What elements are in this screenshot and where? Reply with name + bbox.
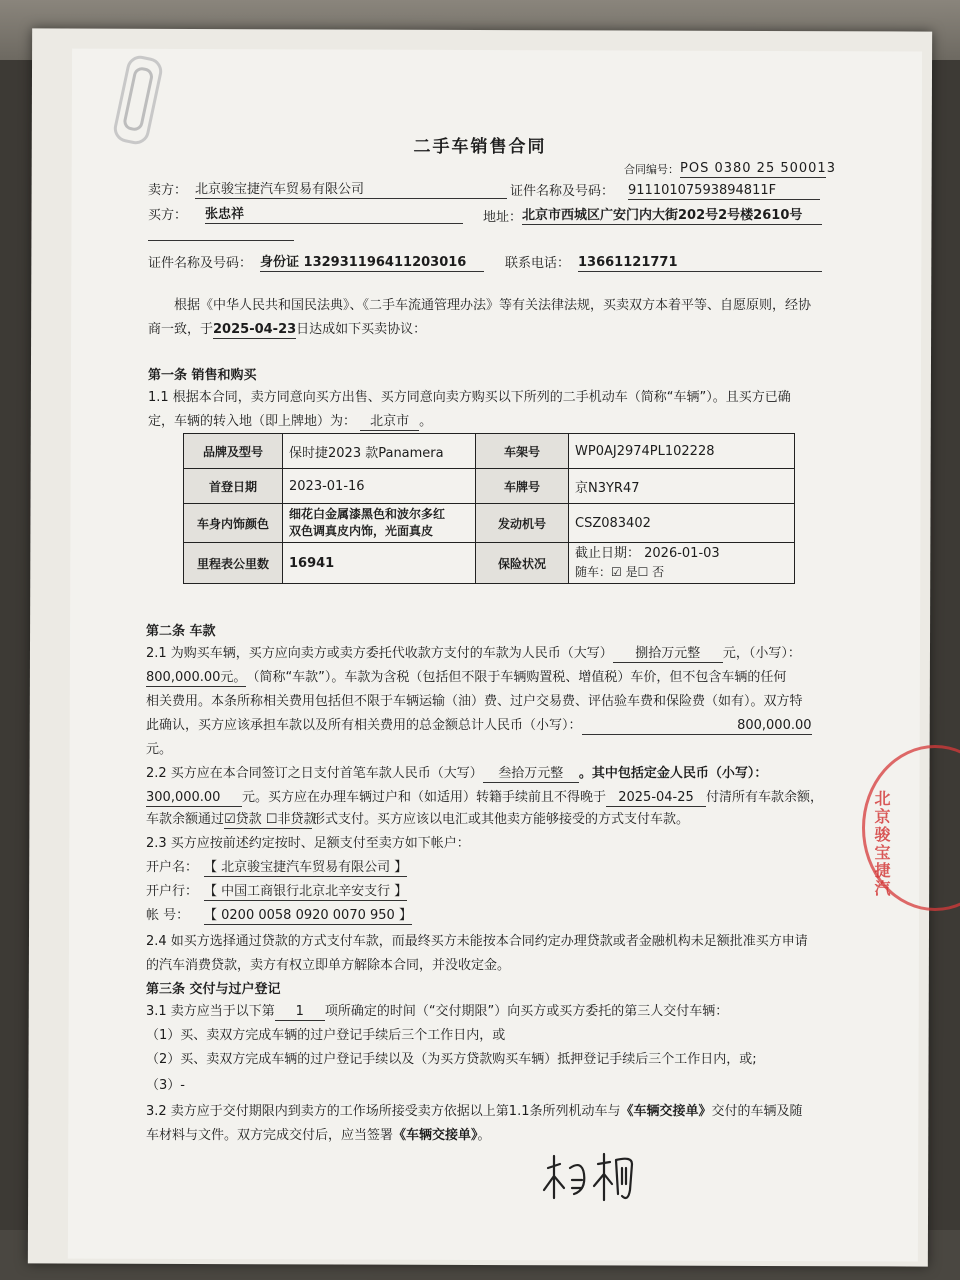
brand-label: 品牌及型号 <box>184 434 283 469</box>
table-row <box>184 469 795 504</box>
article-2-1-line-1: 2.1 为购买车辆，买方应向卖方或卖方委托代收款方支付的车款为人民币（大写） 捌拾万元整 元，（小写）： <box>146 646 801 661</box>
plate-value: 京N3YR47 <box>569 469 795 504</box>
table-row <box>184 434 795 469</box>
article-3-title: 第三条 交付与过户登记 <box>146 982 281 997</box>
seller-name: 北京骏宝捷汽车贸易有限公司 <box>195 182 507 199</box>
article-2-2-line-2: 300,000.00 元。买方应在办理车辆过户和（如适用）转籍手续前且不得晚于 2025-04-25 付清所有车款余额， <box>146 790 824 805</box>
plate-label: 车牌号 <box>476 469 569 504</box>
reg-date-label: 首登日期 <box>184 469 283 504</box>
handwritten-signature <box>540 1150 650 1210</box>
reg-date-value: 2023-01-16 <box>283 469 476 504</box>
seller-id-label: 证件名称及号码： <box>510 184 615 199</box>
article-2-1-line-2: 800,000.00元。（简称“车款”）。车款为含税（包括但不限于车辆购置税、增值税）车价，但不包含车辆的任何 <box>146 670 787 685</box>
account-number: 【 0200 0058 0920 0070 950 】 <box>204 908 412 923</box>
article-3-1-line-1: 3.1 卖方应当于以下第 1 项所确定的时间（“交付期限”）向买方或买方委托的第三人交付车辆： <box>146 1004 729 1019</box>
contract-no: POS 0380 25 500013 <box>680 161 836 176</box>
article-1-1-line-1: 1.1 根据本合同，卖方同意向买方出售、买方同意向卖方购买以下所列的二手机动车（简称“车辆”）。且买方已确 <box>148 390 791 405</box>
insurance-value: 截止日期： 2026-01-03 随车：☑ 是☐ 否 <box>569 543 795 584</box>
table-row <box>184 543 795 584</box>
article-1-title: 第一条 销售和购买 <box>148 368 257 383</box>
article-2-title: 第二条 车款 <box>146 624 216 639</box>
engine-label: 发动机号 <box>476 504 569 543</box>
phone-label: 联系电话： <box>505 256 571 271</box>
insurance-label: 保险状况 <box>476 543 569 584</box>
address-label: 地址： <box>483 210 523 225</box>
contract-no-label: 合同编号： <box>624 163 679 176</box>
seller-label: 卖方： <box>148 183 188 198</box>
article-3-1-option-2: （2）买、卖双方完成车辆的过户登记手续以及（为买方贷款购买车辆）抵押登记手续后三个工作日内，或; <box>146 1052 757 1067</box>
account-name-label: 开户名： <box>146 860 199 875</box>
buyer-id: 身份证 132931196411203016 <box>260 255 484 272</box>
article-2-2-line-1: 2.2 买方应在本合同签订之日支付首笔车款人民币（大写） 叁拾万元整 。其中包括定金人民币（小写）： <box>146 766 768 781</box>
mileage-label: 里程表公里数 <box>184 543 283 584</box>
article-2-4-line-2: 的汽车消费贷款，卖方有权立即单方解除本合同，并没收定金。 <box>146 958 511 973</box>
buyer-id-label: 证件名称及号码： <box>148 256 253 271</box>
preamble-line-2: 商一致，于2025-04-23日达成如下买卖协议： <box>148 322 427 337</box>
contract-title: 二手车销售合同 <box>413 137 547 157</box>
article-1-1-line-2: 定，车辆的转入地（即上牌地）为： 北京市 。 <box>148 414 433 429</box>
article-3-2-line-2: 车材料与文件。双方完成交付后，应当签署《车辆交接单》。 <box>146 1128 491 1143</box>
mileage-value: 16941 <box>283 543 476 584</box>
vin-value: WP0AJ2974PL102228 <box>569 434 795 469</box>
preamble-line-1: 根据《中华人民共和国民法典》、《二手车流通管理办法》等有关法律法规，买卖双方本着平等、自愿原则，经协 <box>174 298 812 313</box>
article-3-2-line-1: 3.2 卖方应于交付期限内到卖方的工作场所接受卖方依据以上第1.1条所列机动车与《车辆交接单》交付的车辆及随 <box>146 1104 803 1119</box>
account-bank-label: 开户行： <box>146 884 199 899</box>
article-2-2-line-3: 车款余额通过☑贷款 ☐非贷款形式支付。买方应该以电汇或其他卖方能够接受的方式支付车款。 <box>146 812 690 827</box>
color-value: 细花白金属漆黑色和波尔多红 双色调真皮内饰，光面真皮 <box>283 504 476 543</box>
vehicle-table <box>183 433 795 584</box>
table-row <box>184 504 795 543</box>
account-bank: 【 中国工商银行北京北辛安支行 】 <box>204 884 408 899</box>
color-label: 车身内饰颜色 <box>184 504 283 543</box>
article-2-1-line-5: 元。 <box>146 742 173 757</box>
account-number-label: 帐 号： <box>146 908 190 923</box>
article-2-4-line-1: 2.4 如买方选择通过贷款的方式支付车款，而最终买方未能按本合同约定办理贷款或者金融机构未足额批准买方申请 <box>146 934 808 949</box>
buyer-address: 北京市西城区广安门内大街202号2号楼2610号 <box>522 208 822 225</box>
buyer-phone: 13661121771 <box>578 255 822 272</box>
vin-label: 车架号 <box>476 434 569 469</box>
seller-id: 91110107593894811F <box>628 183 820 200</box>
brand-value: 保时捷2023 款Panamera <box>283 434 476 469</box>
buyer-label: 买方： <box>148 208 188 223</box>
address-continuation-line <box>148 240 294 241</box>
engine-value: CSZ083402 <box>569 504 795 543</box>
buyer-name: 张忠祥 <box>205 207 463 224</box>
article-3-1-option-1: （1）买、卖双方完成车辆的过户登记手续后三个工作日内，或 <box>146 1028 506 1043</box>
company-seal-text: 北京骏宝捷汽 <box>872 790 891 898</box>
article-2-3: 2.3 买方应按前述约定按时、足额支付至卖方如下帐户： <box>146 836 470 851</box>
account-name: 【 北京骏宝捷汽车贸易有限公司 】 <box>204 860 408 875</box>
article-2-1-line-3: 相关费用。本条所称相关费用包括但不限于车辆运输（油）费、过户交易费、评估验车费和保险费（如有）。双方特 <box>146 694 803 709</box>
article-3-1-option-3: （3）- <box>146 1078 185 1093</box>
article-2-1-line-4: 此确认，买方应该承担车款以及所有相关费用的总金额总计人民币（小写）： 800,000.00 <box>146 718 812 733</box>
